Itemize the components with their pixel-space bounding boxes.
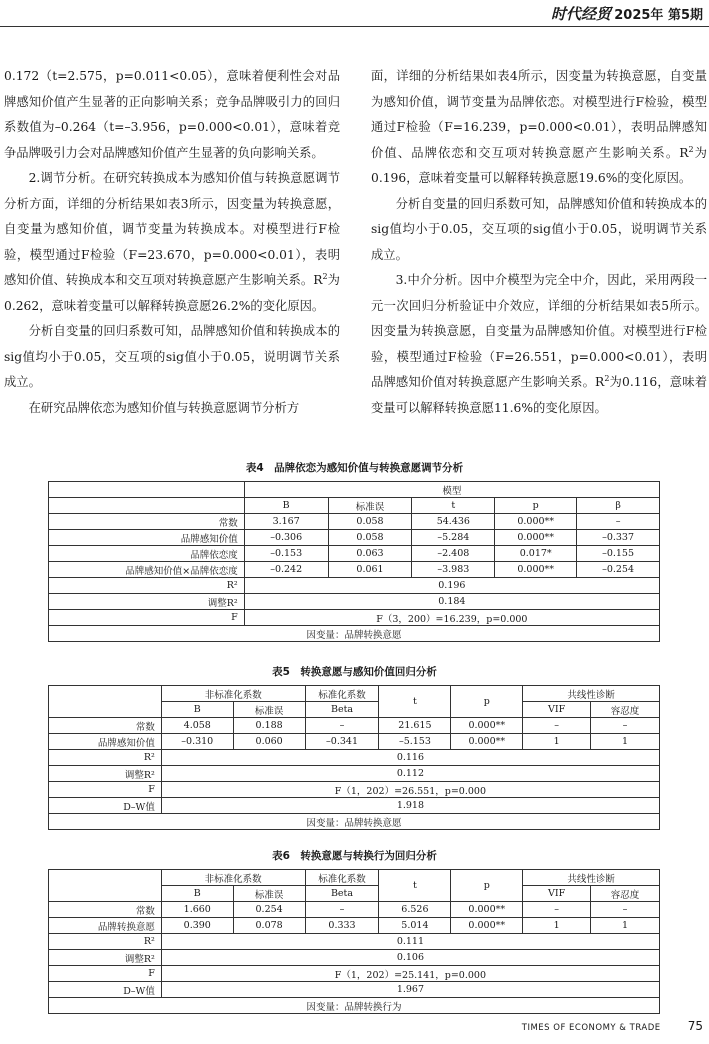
table-row: 品牌转换意愿 0.390 0.078 0.333 5.014 0.000** 1 1	[49, 918, 660, 934]
column-header: t	[379, 686, 451, 718]
column-header: 标准化系数	[305, 870, 379, 886]
column-header: 共线性诊断	[523, 686, 660, 702]
table4-caption: 表4 品牌依恋为感知价值与转换意愿调节分析	[245, 462, 464, 474]
right-column	[371, 64, 707, 421]
column-header: VIF	[523, 886, 591, 902]
paragraph: 面，详细的分析结果如表4所示，因变量为转换意愿，自变量为感知价值，调节变量为品牌依恋。对模型进行F检验，模型通过F检验（F=16.239，p=0.000<0.01），表明品牌感知价值、品牌依恋和交互项对转换意愿产生影响关系。$R^2$为0.196，意味着变量可以解释转换意愿19.6%的变化原因。	[371, 69, 707, 185]
issue-label: 2025年 第5期	[614, 8, 703, 23]
table-row: 常数 1.660 0.254 – 6.526 0.000** – –	[49, 902, 660, 918]
table-note: 因变量：品牌转换意愿	[49, 626, 660, 642]
column-header: 非标准化系数	[161, 870, 305, 886]
table5	[48, 685, 660, 830]
column-header: p	[451, 870, 523, 902]
paragraph: 0.172（t=2.575，p=0.011<0.05），意味着便利性会对品牌感知价值产生显著的正向影响关系；竞争品牌吸引力的回归系数值为–0.264（t=–3.956，p=0.000<0.01），意味着竞争品牌吸引力会对品牌感知价值产生显著的负向影响关系。	[4, 69, 340, 160]
table-note: 因变量：品牌转换意愿	[49, 814, 660, 830]
column-header: t	[379, 870, 451, 902]
column-header: Beta	[305, 886, 379, 902]
paragraph: 2.调节分析。在研究转换成本为感知价值与转换意愿调节分析方面，详细的分析结果如表3所示，因变量为转换意愿，自变量为感知价值，调节变量为转换成本。对模型进行F检验，模型通过F检验（F=23.670，p=0.000<0.01），表明感知价值、转换成本和交互项对转换意愿产生影响关系。$R^2$为0.262，意味着变量可以解释转换意愿26.2%的变化原因。	[4, 171, 340, 313]
page-header	[0, 0, 709, 27]
column-header: 容忍度	[591, 702, 660, 718]
table-row: F F（1，202）=25.141，p=0.000	[49, 966, 660, 982]
table-row: 常数 3.167 0.058 54.436 0.000** –	[49, 514, 660, 530]
table-row: F F（3，200）=16.239，p=0.000	[49, 610, 660, 626]
column-header: B	[161, 702, 233, 718]
table-row: 调整R² 0.112	[49, 766, 660, 782]
column-header: p	[451, 686, 523, 718]
left-column	[4, 64, 340, 421]
table-row: 品牌感知价值 –0.306 0.058 –5.284 0.000** –0.337	[49, 530, 660, 546]
table-row: F F（1，202）=26.551，p=0.000	[49, 782, 660, 798]
table6	[48, 869, 660, 1014]
column-header: t	[412, 498, 495, 514]
column-header: 标准误	[328, 498, 412, 514]
paragraph: 分析自变量的回归系数可知，品牌感知价值和转换成本的sig值均小于0.05，交互项的sig值小于0.05，说明调节关系成立。	[371, 196, 707, 262]
column-header: 非标准化系数	[161, 686, 305, 702]
footer-journal: TIMES OF ECONOMY & TRADE	[521, 1023, 661, 1033]
column-header: Beta	[305, 702, 379, 718]
paragraph: 在研究品牌依恋为感知价值与转换意愿调节分析方	[28, 400, 300, 415]
column-header: p	[495, 498, 577, 514]
table-row: D–W值 1.918	[49, 798, 660, 814]
paragraph: 3.中介分析。因中介模型为完全中介，因此，采用两段一元一次回归分析验证中介效应，详细的分析结果如表5所示。因变量为转换意愿，自变量为品牌感知价值。对模型进行F检验，模型通过F检验（F=26.551，p=0.000<0.01），表明品牌感知价值对转换意愿产生影响关系。$R^2$为0.116，意味着变量可以解释转换意愿11.6%的变化原因。	[371, 273, 707, 415]
column-header: 标准误	[233, 702, 305, 718]
column-header: β	[577, 498, 660, 514]
table-row: R² 0.196	[49, 578, 660, 594]
column-header: VIF	[523, 702, 591, 718]
column-header: 标准化系数	[305, 686, 379, 702]
column-header: B	[161, 886, 233, 902]
table-row: 品牌感知价值 –0.310 0.060 –0.341 –5.153 0.000** 1 1	[49, 734, 660, 750]
table-row: 调整R² 0.106	[49, 950, 660, 966]
table-row: 调整R² 0.184	[49, 594, 660, 610]
column-header: 容忍度	[591, 886, 660, 902]
table-row: 品牌感知价值×品牌依恋度 –0.242 0.061 –3.983 0.000** –0.254	[49, 562, 660, 578]
table-note: 因变量：品牌转换行为	[49, 998, 660, 1014]
table-row: R² 0.116	[49, 750, 660, 766]
table-row: 品牌依恋度 –0.153 0.063 –2.408 0.017* –0.155	[49, 546, 660, 562]
table6-caption: 表6 转换意愿与转换行为回归分析	[272, 850, 437, 862]
paragraph: 分析自变量的回归系数可知，品牌感知价值和转换成本的sig值均小于0.05，交互项的sig值小于0.05，说明调节关系成立。	[4, 324, 340, 389]
page-footer	[522, 1015, 703, 1034]
table-row: 常数 4.058 0.188 – 21.615 0.000** – –	[49, 718, 660, 734]
page-number: 75	[687, 1019, 703, 1033]
journal-name: 时代经贸	[550, 5, 611, 23]
table5-caption: 表5 转换意愿与感知价值回归分析	[272, 666, 437, 678]
table4	[48, 481, 660, 642]
table-row: D–W值 1.967	[49, 982, 660, 998]
table-header: 模型	[244, 482, 659, 498]
table-row: R² 0.111	[49, 934, 660, 950]
column-header: B	[244, 498, 328, 514]
column-header: 标准误	[233, 886, 305, 902]
column-header: 共线性诊断	[523, 870, 660, 886]
